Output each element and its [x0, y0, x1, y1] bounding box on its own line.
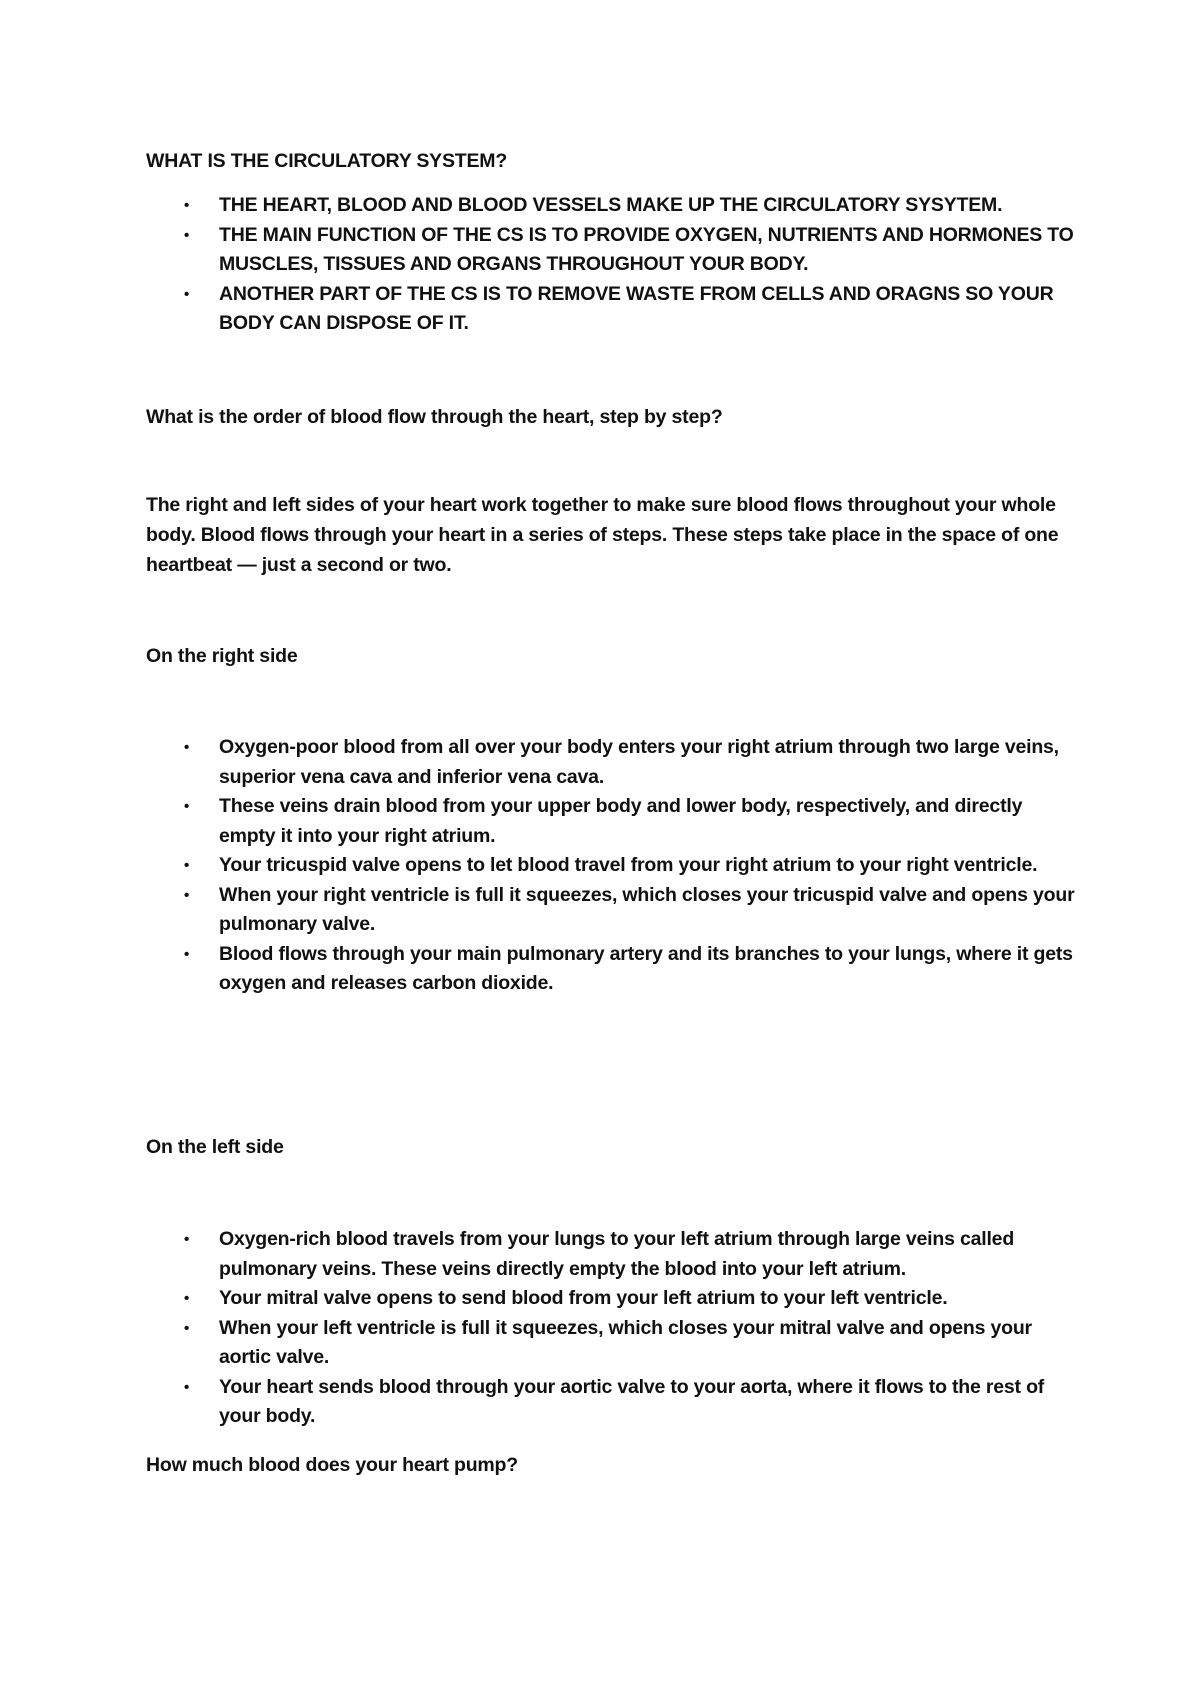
bullet-icon: •	[184, 1231, 190, 1248]
bullet-icon: •	[184, 798, 190, 815]
list-item-text: THE HEART, BLOOD AND BLOOD VESSELS MAKE UP THE CIRCULATORY SYSYTEM.	[219, 194, 1003, 216]
bullet-icon: •	[184, 197, 190, 214]
list-item	[146, 1225, 1076, 1284]
list-item-text: Oxygen-rich blood travels from your lungs to your left atrium through large veins called pulmonary veins. These veins directly empty the blood into your left atrium.	[219, 1228, 1015, 1280]
list-item	[146, 733, 1076, 792]
list-item-text: These veins drain blood from your upper body and lower body, respectively, and directly empty it into your right atrium.	[219, 795, 1023, 847]
question-blood-flow-order: What is the order of blood flow through the heart, step by step?	[146, 406, 723, 428]
list-item-text: Your heart sends blood through your aortic valve to your aorta, where it flows to the rest of your body.	[219, 1375, 1045, 1427]
list-item	[146, 221, 1076, 280]
list-item	[146, 1284, 1076, 1314]
bullet-icon: •	[184, 857, 190, 874]
section-heading-right-side: On the right side	[146, 645, 298, 667]
bullet-icon: •	[184, 1378, 190, 1396]
list-item-text: Your tricuspid valve opens to let blood travel from your right atrium to your right ventricle.	[219, 854, 1038, 876]
list-item-text: Blood flows through your main pulmonary artery and its branches to your lungs, where it gets oxygen and releases carbon dioxide.	[219, 942, 1073, 994]
bullet-icon: •	[184, 886, 190, 904]
list-item-text: ANOTHER PART OF THE CS IS TO REMOVE WASTE FROM CELLS AND ORAGNS SO YOUR BODY CAN DISPOSE OF IT.	[219, 282, 1054, 334]
list-item-text: Oxygen-poor blood from all over your body enters your right atrium through two large veins, superior vena cava and inferior vena cava.	[219, 736, 1059, 788]
bullet-icon: •	[184, 739, 190, 756]
bullet-icon: •	[184, 285, 190, 303]
section-heading-left-side: On the left side	[146, 1136, 284, 1158]
list-item-text: When your left ventricle is full it squeezes, which closes your mitral valve and opens your aortic valve.	[219, 1316, 1032, 1368]
list-item	[146, 191, 1076, 221]
intro-bullet-list	[146, 191, 1076, 339]
list-item-text: Your mitral valve opens to send blood from your left atrium to your left ventricle.	[219, 1287, 948, 1309]
bullet-icon: •	[184, 945, 190, 963]
question-heart-pump-volume: How much blood does your heart pump?	[146, 1454, 518, 1476]
section-heading-circulatory-system: WHAT IS THE CIRCULATORY SYSTEM?	[146, 150, 508, 172]
blood-flow-paragraph: The right and left sides of your heart work together to make sure blood flows throughout your whole body. Blood flows through your heart in a series of steps. These steps take place in the space of one heartbeat — just a second or two.	[146, 494, 1059, 576]
list-item	[146, 1314, 1076, 1373]
list-item-text: THE MAIN FUNCTION OF THE CS IS TO PROVIDE OXYGEN, NUTRIENTS AND HORMONES TO MUSCLES, TISSUES AND ORGANS THROUGHOUT YOUR BODY.	[219, 223, 1074, 275]
list-item	[146, 881, 1076, 940]
list-item	[146, 792, 1076, 851]
list-item	[146, 1373, 1076, 1432]
left-side-bullet-list	[146, 1225, 1076, 1432]
list-item	[146, 940, 1076, 999]
right-side-bullet-list	[146, 733, 1076, 999]
bullet-icon: •	[184, 226, 190, 244]
list-item	[146, 280, 1076, 339]
bullet-icon: •	[184, 1290, 190, 1307]
list-item	[146, 851, 1076, 881]
list-item-text: When your right ventricle is full it squeezes, which closes your tricuspid valve and opens your pulmonary valve.	[219, 883, 1075, 935]
bullet-icon: •	[184, 1319, 190, 1337]
